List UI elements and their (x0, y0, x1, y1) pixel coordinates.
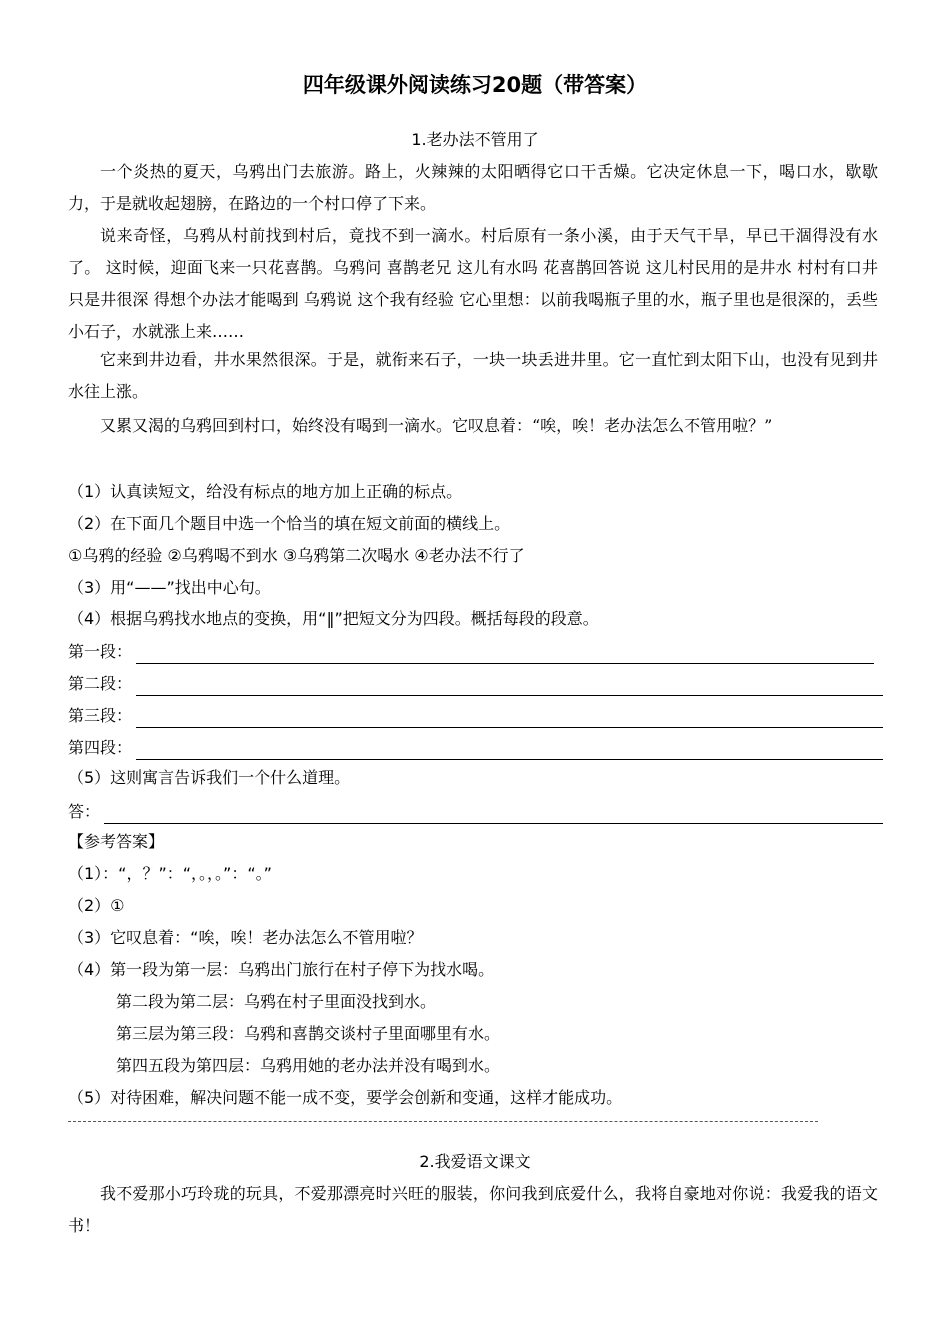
question-3: （3）用“——”找出中心句。 (68, 578, 271, 597)
question-2: （2）在下面几个题目中选一个恰当的填在短文前面的横线上。 (68, 514, 511, 533)
answer-4-line-3: 第三层为第三段：乌鸦和喜鹊交谈村子里面哪里有水。 (116, 1024, 501, 1043)
segment-4-answer-row (68, 734, 883, 760)
answer-label: 答： (68, 802, 101, 821)
question-1: （1）认真读短文，给没有标点的地方加上正确的标点。 (68, 482, 463, 501)
passage-paragraph-4: 又累又渴的乌鸦回到村口，始终没有喝到一滴水。它叹息着：“唉，唉！老办法怎么不管用啦？” (100, 416, 773, 435)
question-2-options: ①乌鸦的经验 ②乌鸦喝不到水 ③乌鸦第二次喝水 ④老办法不行了 (68, 546, 525, 565)
segment-3-blank-line[interactable] (136, 707, 883, 728)
section-divider (68, 1121, 818, 1122)
passage-paragraph-1: 一个炎热的夏天，乌鸦出门去旅游。路上，火辣辣的太阳晒得它口干舌燥。它决定休息一下，喝口水，歇歇力，于是就收起翅膀，在路边的一个村口停了下来。 (68, 162, 878, 213)
section-2-paragraph-1: 我不爱那小巧玲珑的玩具，不爱那漂亮时兴旺的服装，你问我到底爱什么，我将自豪地对你说：我爱我的语文书！ (68, 1184, 878, 1235)
segment-2-label: 第二段： (68, 674, 133, 693)
segment-1-blank-line[interactable] (136, 643, 874, 664)
answer-4-line-1: （4）第一段为第一层：乌鸦出门旅行在村子停下为找水喝。 (68, 960, 495, 979)
answer-1: （1）：“，？”：“，。，。”：“。” (68, 864, 272, 883)
segment-3-label: 第三段： (68, 706, 133, 725)
passage-paragraph-2: 说来奇怪，乌鸦从村前找到村后，竟找不到一滴水。村后原有一条小溪，由于天气干旱，早已干涸得没有水了。 这时候，迎面飞来一只花喜鹊。乌鸦问 喜鹊老兄 这儿有水吗 花喜鹊回答说 这儿村民用的是井水 村村有口井 只是井很深 得想个办法才能喝到 乌鸦说 这个我有经验 它心里想：以前我喝瓶子里的水，瓶子里也是很深的，丢些小石子，水就涨上来…… (68, 226, 878, 341)
segment-4-label: 第四段： (68, 738, 133, 757)
answer-5: （5）对待困难，解决问题不能一成不变，要学会创新和变通，这样才能成功。 (68, 1088, 623, 1107)
segment-1-label: 第一段： (68, 642, 133, 661)
segment-1-answer-row (68, 638, 874, 664)
answer-4-line-2: 第二段为第二层：乌鸦在村子里面没找到水。 (116, 992, 437, 1011)
question-4: （4）根据乌鸦找水地点的变换，用“‖”把短文分为四段。概括每段的段意。 (68, 609, 599, 628)
section-1-heading: 1.老办法不管用了 (411, 130, 539, 149)
segment-2-blank-line[interactable] (136, 675, 883, 696)
document-title: 四年级课外阅读练习20题（带答案） (302, 73, 648, 97)
question-5-blank-line[interactable] (104, 803, 883, 824)
section-2-heading: 2.我爱语文课文 (419, 1152, 531, 1171)
answer-2: （2）① (68, 896, 125, 915)
question-5: （5）这则寓言告诉我们一个什么道理。 (68, 768, 351, 787)
answer-4-line-4: 第四五段为第四层：乌鸦用她的老办法并没有喝到水。 (116, 1056, 501, 1075)
segment-4-blank-line[interactable] (136, 739, 883, 760)
question-5-answer-row (68, 798, 883, 824)
segment-3-answer-row (68, 702, 883, 728)
reference-answers-heading: 【参考答案】 (68, 832, 165, 851)
passage-paragraph-3: 它来到井边看，井水果然很深。于是，就衔来石子，一块一块丢进井里。它一直忙到太阳下山，也没有见到井水往上涨。 (68, 350, 878, 401)
answer-3: （3）它叹息着：“唉，唉！老办法怎么不管用啦？ (68, 928, 423, 947)
segment-2-answer-row (68, 670, 883, 696)
